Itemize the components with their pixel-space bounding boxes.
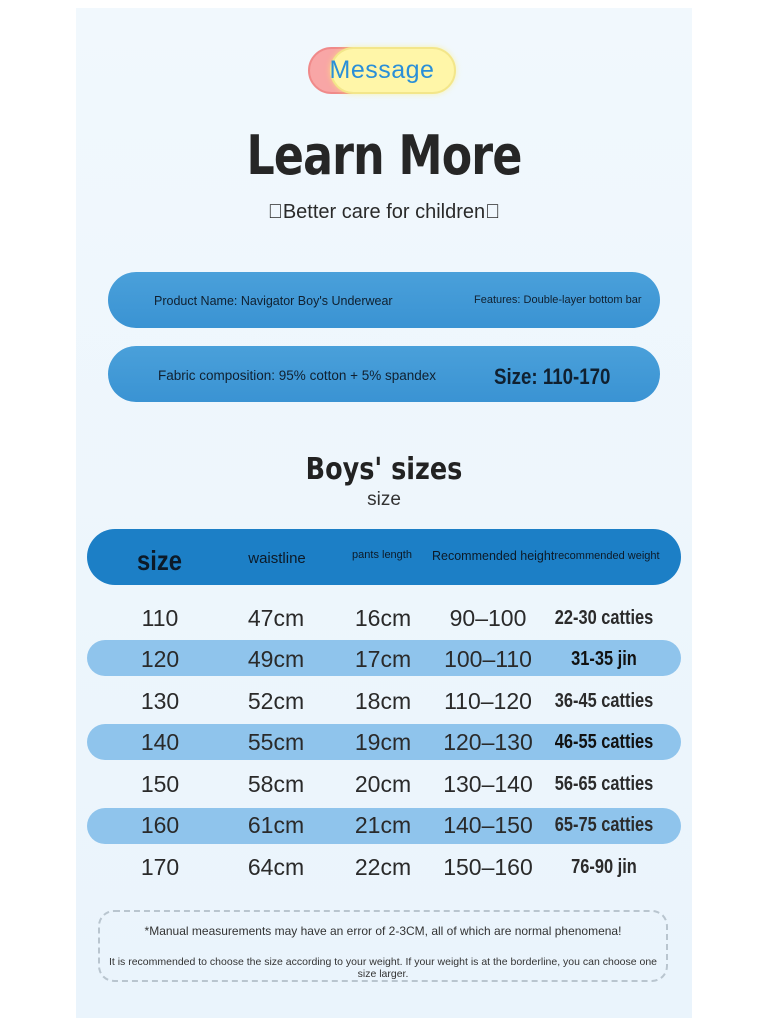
cell-size: 120 [140,646,180,672]
cell-weight: 46-55 catties [554,731,654,753]
header-recommended-weight: recommended weight [554,550,660,562]
size-table-header [87,529,681,585]
cell-waistline: 52cm [247,688,305,714]
table-row [0,805,768,845]
cell-pants-length: 21cm [354,812,412,838]
size-range-text: Size: 110-170 [494,364,611,389]
header-pants-length: pants length [352,549,412,561]
cell-height: 130–140 [443,771,533,797]
cell-weight: 65-75 catties [554,814,654,836]
cell-height: 110–120 [444,688,532,714]
cell-pants-length: 22cm [354,854,412,880]
message-button[interactable] [308,47,456,94]
fabric-text: Fabric composition: 95% cotton + 5% spandex [158,368,437,383]
page-title: Learn More [246,124,522,187]
cell-size: 150 [140,771,180,797]
features-text: Features: Double-layer bottom bar [474,294,642,306]
section-subtitle: size [367,489,401,510]
cell-waistline: 47cm [247,605,305,631]
table-row [0,764,768,804]
cell-size: 170 [140,854,180,880]
cell-weight: 76-90 jin [571,856,637,878]
cell-size: 160 [140,812,180,838]
cell-size: 110 [141,605,179,631]
cell-pants-length: 19cm [354,729,412,755]
cell-waistline: 55cm [247,729,305,755]
cell-height: 100–110 [444,646,532,672]
table-row [0,598,768,638]
info-pill-product [108,272,660,328]
table-row [0,681,768,721]
cell-waistline: 61cm [247,812,305,838]
page-subtitle:  Better care for children  [267,201,501,223]
message-button-label: Message [329,56,435,84]
cell-waistline: 49cm [247,646,305,672]
cell-size: 130 [140,688,180,714]
section-title: Boys' sizes [305,452,463,487]
cell-pants-length: 16cm [354,605,412,631]
cell-weight: 31-35 jin [571,648,637,670]
table-row [0,847,768,887]
table-row [0,722,768,762]
cell-height: 150–160 [443,854,533,880]
note-recommendation-text: It is recommended to choose the size according to your weight. If your weight is at the borderline, you can choose one size larger. [108,956,658,980]
cell-weight: 56-65 catties [554,773,654,795]
cell-pants-length: 17cm [354,646,412,672]
note-error-text: *Manual measurements may have an error of 2-3CM, all of which are normal phenomena! [144,924,622,938]
cell-pants-length: 20cm [354,771,412,797]
cell-weight: 36-45 catties [554,690,654,712]
header-size: size [137,545,182,576]
table-row [0,639,768,679]
measurement-note-box [98,910,668,982]
product-name-text: Product Name: Navigator Boy's Underwear [154,294,393,308]
cell-height: 120–130 [443,729,533,755]
cell-height: 140–150 [443,812,533,838]
cell-weight: 22-30 catties [554,607,654,629]
cell-waistline: 58cm [247,771,305,797]
cell-height: 90–100 [449,605,527,631]
cell-pants-length: 18cm [354,688,412,714]
header-recommended-height: Recommended height [432,549,555,563]
cell-size: 140 [140,729,180,755]
header-waistline: waistline [248,550,306,567]
info-pill-fabric [108,346,660,402]
cell-waistline: 64cm [247,854,305,880]
